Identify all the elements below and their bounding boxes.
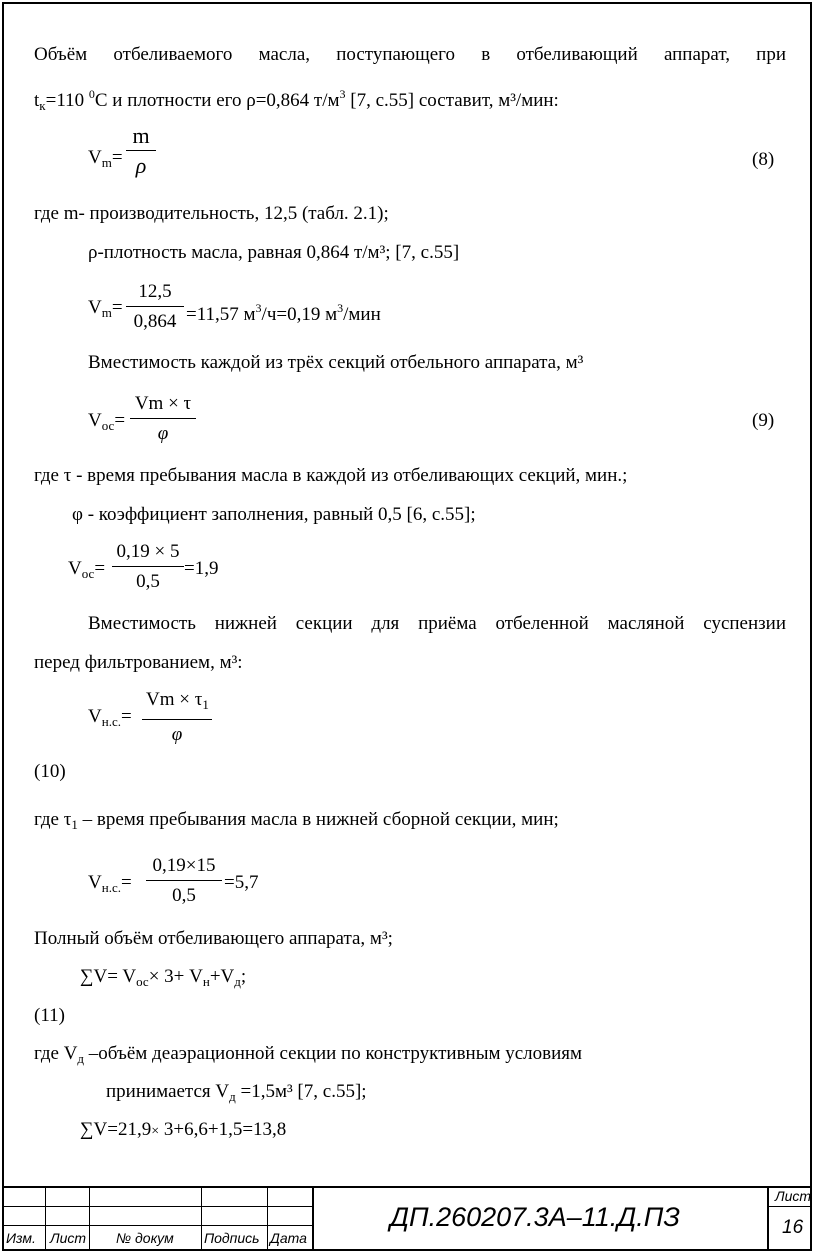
sheet-number: 16 (782, 1217, 804, 1238)
formula-lhs: $V_m=$ (88, 147, 123, 170)
paragraph-line: Вместимость каждой из трёх секций отбельного аппарата, м³ (88, 352, 584, 373)
formula-result: =5,7 (224, 872, 259, 893)
text: t (34, 90, 40, 111)
definition-line: где τ - время пребывания масла в каждой из отбеливающих секций, мин.; (34, 465, 628, 486)
formula-fraction (130, 392, 196, 446)
paragraph-line: перед фильтрованием, м³: (34, 652, 243, 673)
formula-line: $\sum V= V_{ос}\times 3+ V_н+V_д$; (80, 966, 247, 989)
subscript: к (39, 98, 46, 113)
denominator: 0,864 (133, 311, 177, 332)
formula-lhs: $V_m=$ (88, 297, 123, 320)
numerator: m (126, 124, 156, 151)
definition-line: где $\tau_1$ – время пребывания масла в нижней сборной секции, мин; (34, 809, 559, 832)
paragraph-line: Полный объём отбеливающего аппарата, м³; (34, 928, 393, 949)
equation-number: (8) (752, 149, 775, 170)
superscript: 0 (88, 87, 95, 101)
definition-line: ρ-плотность масла, равная 0,864 т/м³; [7, с.55] (88, 242, 460, 263)
formula-lhs: $V_{н.с.}=$ (88, 706, 132, 729)
formula-fraction (126, 280, 184, 334)
column-izm: Изм. (6, 1230, 36, 1246)
superscript: 3 (339, 87, 346, 101)
denominator: φ (157, 423, 169, 444)
equation-number: (9) (752, 410, 775, 431)
formula-result: =11,57 $м^3/ч=0,19$ $м^3$/мин (186, 301, 381, 325)
paragraph-line: Объём отбеливаемого масла, поступающего в отбеливающий аппарат, при (34, 44, 786, 65)
numerator: 12,5 (126, 280, 184, 307)
definition-line: где $V_д$ –объём деаэрационной секции по конструктивным условиям (34, 1043, 583, 1066)
formula-lhs: $V_{н.с.}=$ (88, 872, 132, 895)
definition-line: где m- производительность, 12,5 (табл. 2.1); (34, 203, 389, 224)
formula-fraction (112, 540, 184, 594)
column-doc: № докум (116, 1230, 174, 1246)
title-block (2, 1186, 812, 1251)
text: =110 (45, 90, 89, 111)
document-code: ДП.260207.3А–11.Д.ПЗ (390, 1202, 680, 1232)
formula-fraction (142, 688, 212, 747)
equation-number: (11) (34, 1005, 65, 1026)
paragraph-line: Вместимость нижней секции для приёма отбеленной масляной суспензии (88, 613, 786, 634)
column-sign: Подпись (204, 1230, 260, 1246)
equation-number: (10) (34, 761, 66, 782)
denominator: φ (171, 724, 183, 745)
sheet-label: Лист (775, 1188, 812, 1204)
denominator: ρ (135, 153, 147, 178)
formula-fraction (126, 124, 156, 178)
formula-lhs: $V_{ос}=$ (68, 558, 106, 581)
text: [7, с.55] составит, м³/мин: (345, 90, 559, 111)
paragraph-line (34, 82, 559, 118)
formula-lhs: $V_{ос}=$ (88, 410, 126, 433)
formula-line: ∑V=21,9× 3+6,6+1,5=13,8 (80, 1119, 287, 1140)
denominator: 0,5 (172, 885, 196, 906)
formula-fraction (146, 854, 222, 908)
numerator: Vm × τ (130, 392, 196, 419)
definition-line: φ - коэффициент заполнения, равный 0,5 [6, с.55]; (72, 504, 476, 525)
column-date: Дата (270, 1230, 307, 1246)
formula-result: =1,9 (184, 558, 219, 579)
column-list: Лист (50, 1230, 87, 1246)
numerator: 0,19 × 5 (112, 540, 184, 567)
numerator: 0,19×15 (146, 854, 222, 881)
text: С и плотности его ρ=0,864 т/м (94, 90, 340, 111)
numerator: $Vm \times \tau_1$ (142, 688, 212, 720)
denominator: 0,5 (136, 571, 160, 592)
definition-line: принимается $V_д =1,5м^3$ [7, с.55]; (106, 1081, 367, 1104)
